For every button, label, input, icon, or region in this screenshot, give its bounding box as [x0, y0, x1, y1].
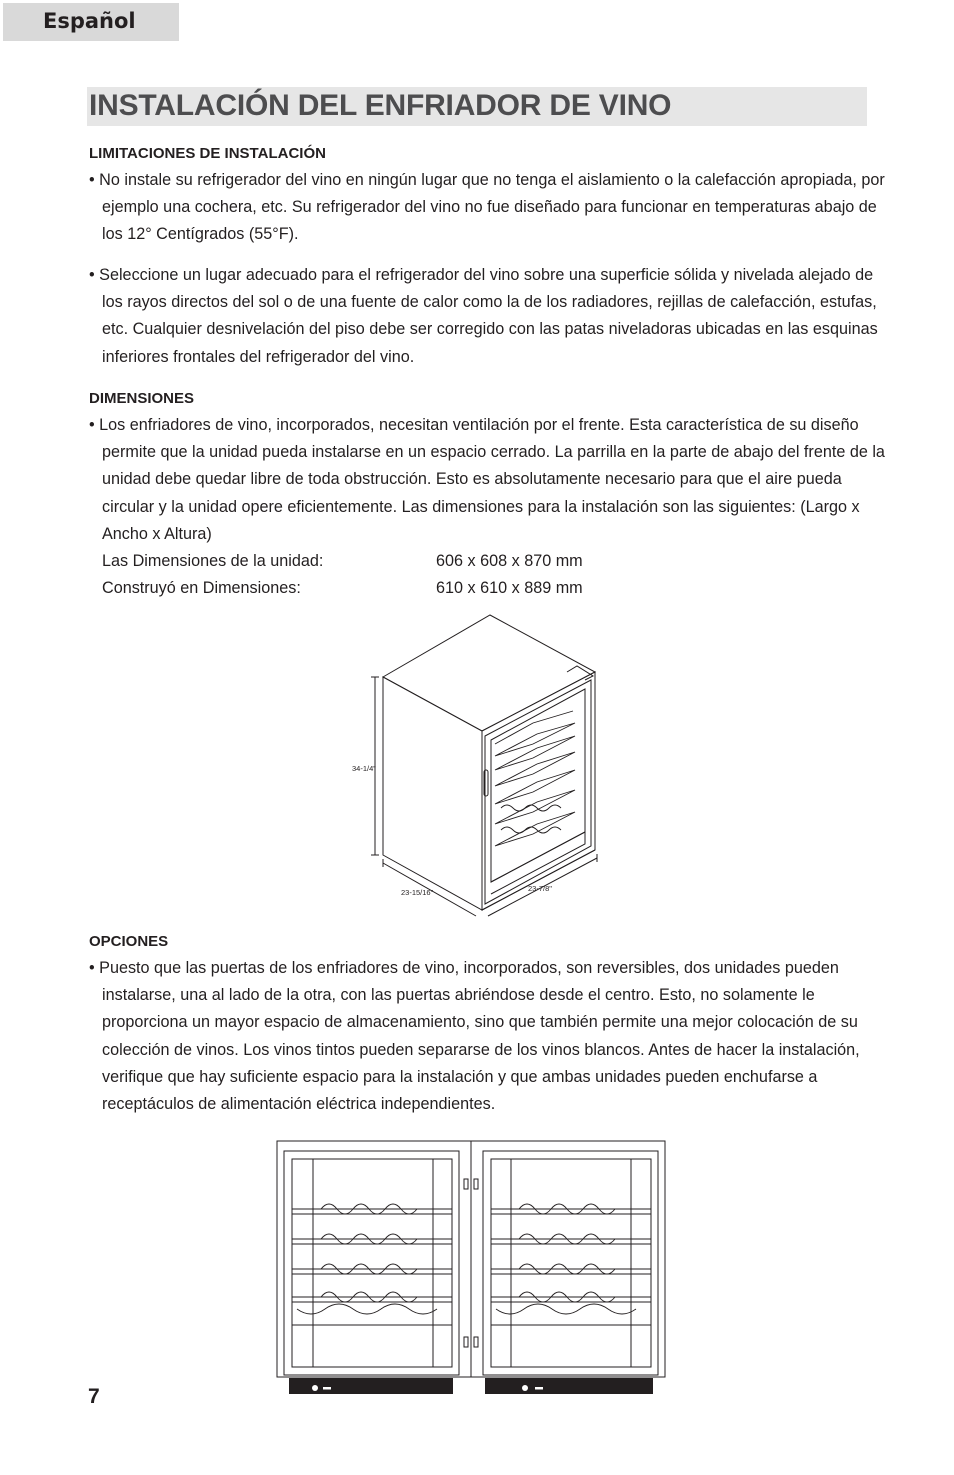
height-label: 34-1/4" — [352, 764, 376, 773]
heading-limitaciones: LIMITACIONES DE INSTALACIÓN — [89, 145, 326, 162]
heading-opciones: OPCIONES — [89, 933, 169, 950]
bullet-opciones: • Puesto que las puertas de los enfriadores de vino, incorporados, son reversibles, dos unidades pueden instalarse, una al lado de la otra, con las puertas abriéndose desde el centro. Esto, no solamente le proporciona un mayor espacio de almacenamiento, sino que también permite una mejor colocación de su colección de vinos. Los vinos tintos pueden separarse de los vinos blancos. Antes de hacer la instalación, verifique que hay suficiente espacio para la instalación y que ambas unidades pueden enchufarse a receptáculos de alimentación eléctrica independientes. — [89, 959, 860, 1114]
language-tab: Español — [3, 3, 179, 41]
bullet-limitaciones-2: • Seleccione un lugar adecuado para el refrigerador del vino sobre una superficie sólida y nivelada alejado de los rayos directos del sol o de una fuente de calor como la de los radiadores, rejillas de calefacción, estufas, etc. Cualquier desnivelación del piso debe ser corregido con las patas niveladoras ubicadas en las esquinas inferiores frontales del refrigerador del vino. — [89, 266, 878, 366]
dimension-label: Construyó en Dimensiones: — [102, 579, 301, 597]
bullet-dimensiones: • Los enfriadores de vino, incorporados, necesitan ventilación por el frente. Esta característica de su diseño permite que la unidad pueda instalarse en un espacio cerrado. La parrilla en la parte de abajo del frente de la unidad debe quedar libre de toda obstrucción. Esto es absolutamente necesario para que el aire pueda circular y la unidad opere eficientemente. Las dimensiones para la instalación son las siguientes: (Largo x Ancho x Altura) — [89, 416, 885, 543]
heading-dimensiones: DIMENSIONES — [89, 390, 195, 407]
depth-label: 23-15/16" — [401, 888, 434, 897]
dimension-value: 606 x 608 x 870 mm — [436, 552, 583, 570]
side-by-side-wine-coolers-figure — [275, 1139, 668, 1397]
dimension-row-unit — [102, 548, 583, 575]
dimension-row-built-in — [102, 575, 583, 602]
dimension-label: Las Dimensiones de la unidad: — [102, 552, 324, 570]
width-label: 23-7/8" — [528, 884, 552, 893]
bullet-limitaciones-1: • No instale su refrigerador del vino en ningún lugar que no tenga el aislamiento o la calefacción apropiada, por ejemplo una cochera, etc. Su refrigerador del vino no fue diseñado para funcionar en temperaturas abajo de los 12° Centígrados (55°F). — [89, 171, 885, 244]
dimension-value: 610 x 610 x 889 mm — [436, 579, 583, 597]
page-title: INSTALACIÓN DEL ENFRIADOR DE VINO — [87, 87, 867, 126]
wine-cooler-dimension-figure — [345, 610, 610, 920]
page-number: 7 — [88, 1385, 100, 1408]
